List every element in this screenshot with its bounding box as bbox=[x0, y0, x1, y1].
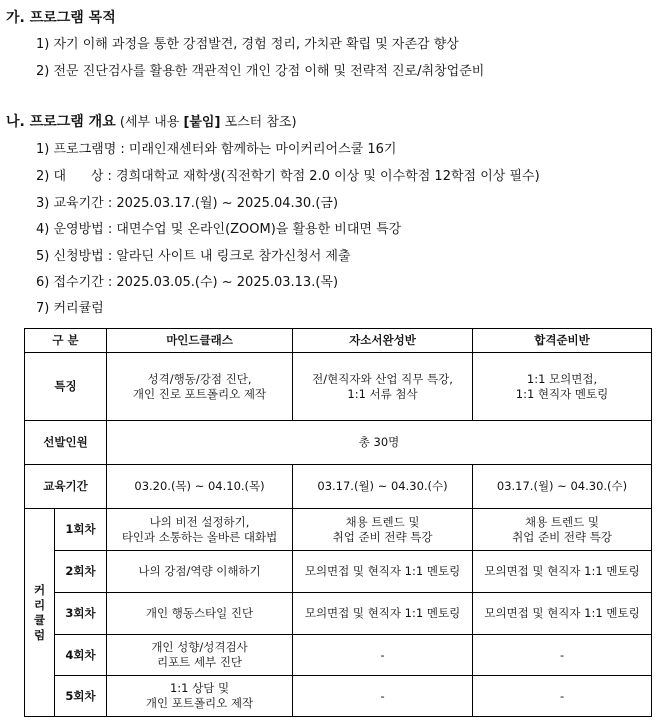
feature-cell-pass bbox=[473, 353, 652, 421]
session-cell bbox=[293, 509, 473, 551]
purpose-item-2: 2) 전문 진단검사를 활용한 객관적인 개인 강점 이해 및 전략적 진로/취창업준비 bbox=[36, 64, 485, 79]
table-row-session-5 bbox=[25, 676, 652, 717]
session-cell: - bbox=[293, 635, 473, 676]
curriculum-char: 큘 bbox=[33, 612, 46, 627]
header-pass-class: 합격준비반 bbox=[473, 329, 652, 353]
selection-value: 총 30명 bbox=[107, 421, 652, 465]
table-row-session-1 bbox=[25, 509, 652, 551]
feature-cell-mind bbox=[107, 353, 293, 421]
cell-line: 1:1 모의면접, bbox=[526, 371, 598, 386]
cell-line: 채용 트렌드 및 bbox=[525, 514, 599, 529]
table-row-feature bbox=[25, 353, 652, 421]
session-cell bbox=[107, 635, 293, 676]
purpose-item-1: 1) 자기 이해 과정을 통한 강점발견, 경험 정리, 가치관 확립 및 자존감 향상 bbox=[36, 37, 459, 52]
session-cell: 모의면접 및 현직자 1:1 멘토링 bbox=[473, 593, 652, 635]
session-cell bbox=[107, 509, 293, 551]
session-cell: 모의면접 및 현직자 1:1 멘토링 bbox=[293, 551, 473, 593]
curriculum-char: 럼 bbox=[33, 627, 46, 642]
cell-line: 채용 트렌드 및 bbox=[345, 514, 420, 529]
period-label: 교육기간 bbox=[25, 465, 107, 509]
selection-label: 선발인원 bbox=[25, 421, 107, 465]
overview-item-6: 6) 접수기간 : 2025.03.05.(수) ~ 2025.03.13.(목) bbox=[36, 275, 339, 290]
table-row-session-2 bbox=[25, 551, 652, 593]
curriculum-table bbox=[24, 328, 652, 717]
session-cell: - bbox=[473, 635, 652, 676]
session-cell: 모의면접 및 현직자 1:1 멘토링 bbox=[293, 593, 473, 635]
curriculum-char: 리 bbox=[33, 597, 46, 612]
header-resume-class: 자소서완성반 bbox=[293, 329, 473, 353]
feature-label: 특징 bbox=[25, 353, 107, 421]
cell-line: 개인 성향/성격검사 bbox=[151, 640, 248, 654]
header-category: 구 분 bbox=[25, 329, 107, 353]
heading-note-1: (세부 내용 bbox=[115, 115, 184, 130]
session-cell: 나의 강점/역량 이해하기 bbox=[107, 551, 293, 593]
heading-note-2: 포스터 참조) bbox=[220, 115, 297, 130]
cell-line: 성격/행동/강점 진단, bbox=[147, 371, 252, 386]
heading-note-bold: [붙임] bbox=[183, 115, 221, 130]
section-na-heading-row bbox=[6, 113, 297, 132]
session-cell: 개인 행동스타일 진단 bbox=[107, 593, 293, 635]
table-row-session-3 bbox=[25, 593, 652, 635]
cell-line: 타인과 소통하는 올바른 대화법 bbox=[121, 529, 278, 544]
table-row-selection bbox=[25, 421, 652, 465]
period-cell-resume: 03.17.(월) ~ 04.30.(수) bbox=[293, 465, 473, 509]
cell-line: 취업 준비 전략 특강 bbox=[512, 529, 612, 544]
session-label: 2회차 bbox=[55, 551, 107, 593]
session-label: 5회차 bbox=[55, 676, 107, 717]
header-mind-class: 마인드클래스 bbox=[107, 329, 293, 353]
overview-item-1: 1) 프로그램명 : 미래인재센터와 함께하는 마이커리어스쿨 16기 bbox=[36, 142, 397, 157]
period-cell-pass: 03.17.(월) ~ 04.30.(수) bbox=[473, 465, 652, 509]
session-cell bbox=[473, 509, 652, 551]
cell-line: 리포트 세부 진단 bbox=[156, 655, 243, 669]
overview-item-5: 5) 신청방법 : 알라딘 사이트 내 링크로 참가신청서 제출 bbox=[36, 249, 351, 264]
period-cell-mind: 03.20.(목) ~ 04.10.(목) bbox=[107, 465, 293, 509]
session-cell bbox=[107, 676, 293, 717]
table-row-session-4 bbox=[25, 635, 652, 676]
cell-line: 나의 비전 설정하기, bbox=[149, 514, 250, 529]
cell-line: 개인 진로 포트폴리오 제작 bbox=[132, 386, 267, 401]
overview-item-2: 2) 대 상 : 경희대학교 재학생(직전학기 학점 2.0 이상 및 이수학점 12학점 이상 필수) bbox=[36, 169, 540, 184]
overview-item-7: 7) 커리큘럼 bbox=[36, 301, 104, 316]
overview-item-4: 4) 운영방법 : 대면수업 및 온라인(ZOOM)을 활용한 비대면 특강 bbox=[36, 222, 402, 237]
session-cell: 모의면접 및 현직자 1:1 멘토링 bbox=[473, 551, 652, 593]
session-cell: - bbox=[473, 676, 652, 717]
cell-line: 1:1 서류 첨삭 bbox=[347, 386, 418, 401]
session-label: 3회차 bbox=[55, 593, 107, 635]
session-label: 1회차 bbox=[55, 509, 107, 551]
section-ga-heading: 가. 프로그램 목적 bbox=[6, 10, 116, 26]
curriculum-label bbox=[25, 509, 55, 717]
cell-line: 1:1 상담 및 bbox=[169, 681, 230, 695]
table-row-period bbox=[25, 465, 652, 509]
cell-line: 취업 준비 전략 특강 bbox=[332, 529, 433, 544]
feature-cell-resume bbox=[293, 353, 473, 421]
session-label: 4회차 bbox=[55, 635, 107, 676]
curriculum-char: 커 bbox=[33, 582, 46, 597]
session-cell: - bbox=[293, 676, 473, 717]
overview-item-3: 3) 교육기간 : 2025.03.17.(월) ~ 2025.04.30.(금) bbox=[36, 196, 339, 211]
section-na-heading: 나. 프로그램 개요 bbox=[6, 114, 116, 130]
cell-line: 개인 포트폴리오 제작 bbox=[145, 696, 254, 710]
cell-line: 1:1 현직자 멘토링 bbox=[515, 386, 609, 401]
cell-line: 전/현직자와 산업 직무 특강, bbox=[312, 371, 453, 386]
table-header-row bbox=[25, 329, 652, 353]
